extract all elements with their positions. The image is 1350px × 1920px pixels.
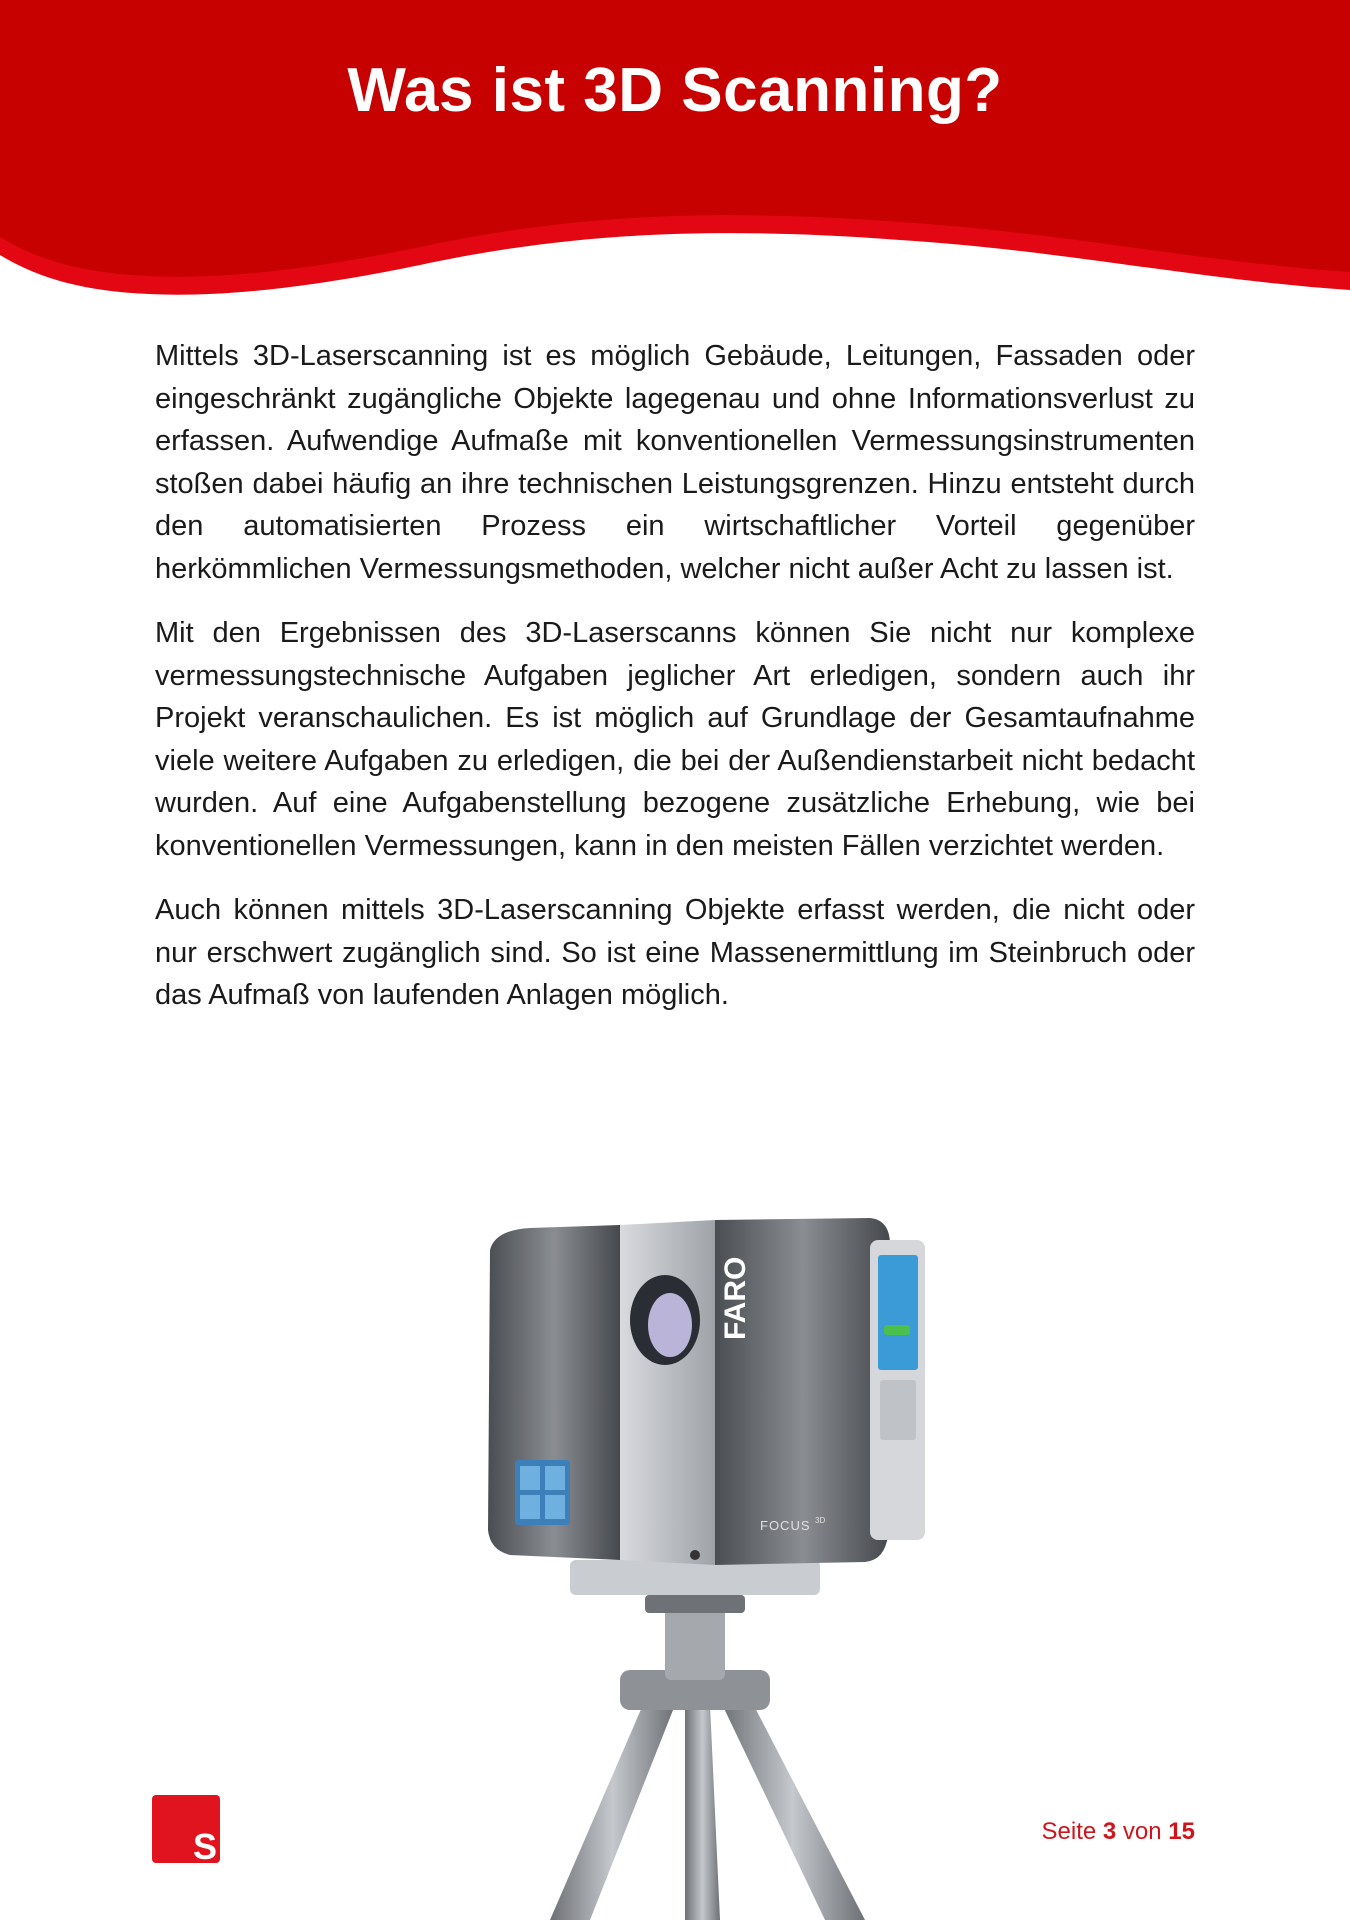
model-label: FOCUS (760, 1518, 811, 1533)
brand-label: FARO (719, 1256, 752, 1340)
model-suffix-label: 3D (815, 1516, 826, 1525)
paragraph-2: Mit den Ergebnissen des 3D-Laserscanns können Sie nicht nur komplexe vermessungstechnische Aufgaben jeglicher Art erledigen, sondern auch ihr Projekt veranschaulichen. Es ist möglich auf Grundlage der Gesamtaufnahme viele weitere Aufgaben zu erledigen, die bei der Außendienstarbeit nicht bedacht wurden. Auf eine Aufgabenstellung bezogene zusätzliche Erhebung, wie bei konventionellen Vermessungen, kann in den meisten Fällen verzichtet werden. (155, 617, 1195, 862)
body-text (155, 335, 1195, 1039)
paragraph-3: Auch können mittels 3D-Laserscanning Objekte erfasst werden, die nicht oder nur erschwert zugänglich sind. So ist eine Massenermittlung im Steinbruch oder das Aufmaß von laufenden Anlagen möglich. (155, 894, 1195, 1011)
page-number: Seite 3 von 15 (1041, 1818, 1195, 1845)
page-title: Was ist 3D Scanning? (347, 56, 1003, 125)
company-logo (152, 1795, 220, 1867)
header-wave-band (0, 0, 1350, 300)
paragraph-1: Mittels 3D-Laserscanning ist es möglich Gebäude, Leitungen, Fassaden oder eingeschränkt zugängliche Objekte lagegenau und ohne Informationsverlust zu erfassen. Aufwendige Aufmaße mit konventionellen Vermessungsinstrumenten stoßen dabei häufig an ihre technischen Leistungsgrenzen. Hinzu entsteht durch den automatisierten Prozess ein wirtschaftlicher Vorteil gegenüber herkömmlichen Vermessungsmethoden, welcher nicht außer Acht zu lassen ist. (155, 340, 1195, 585)
logo-letter: S (192, 1826, 217, 1867)
laser-scanner-image (470, 1200, 940, 1920)
